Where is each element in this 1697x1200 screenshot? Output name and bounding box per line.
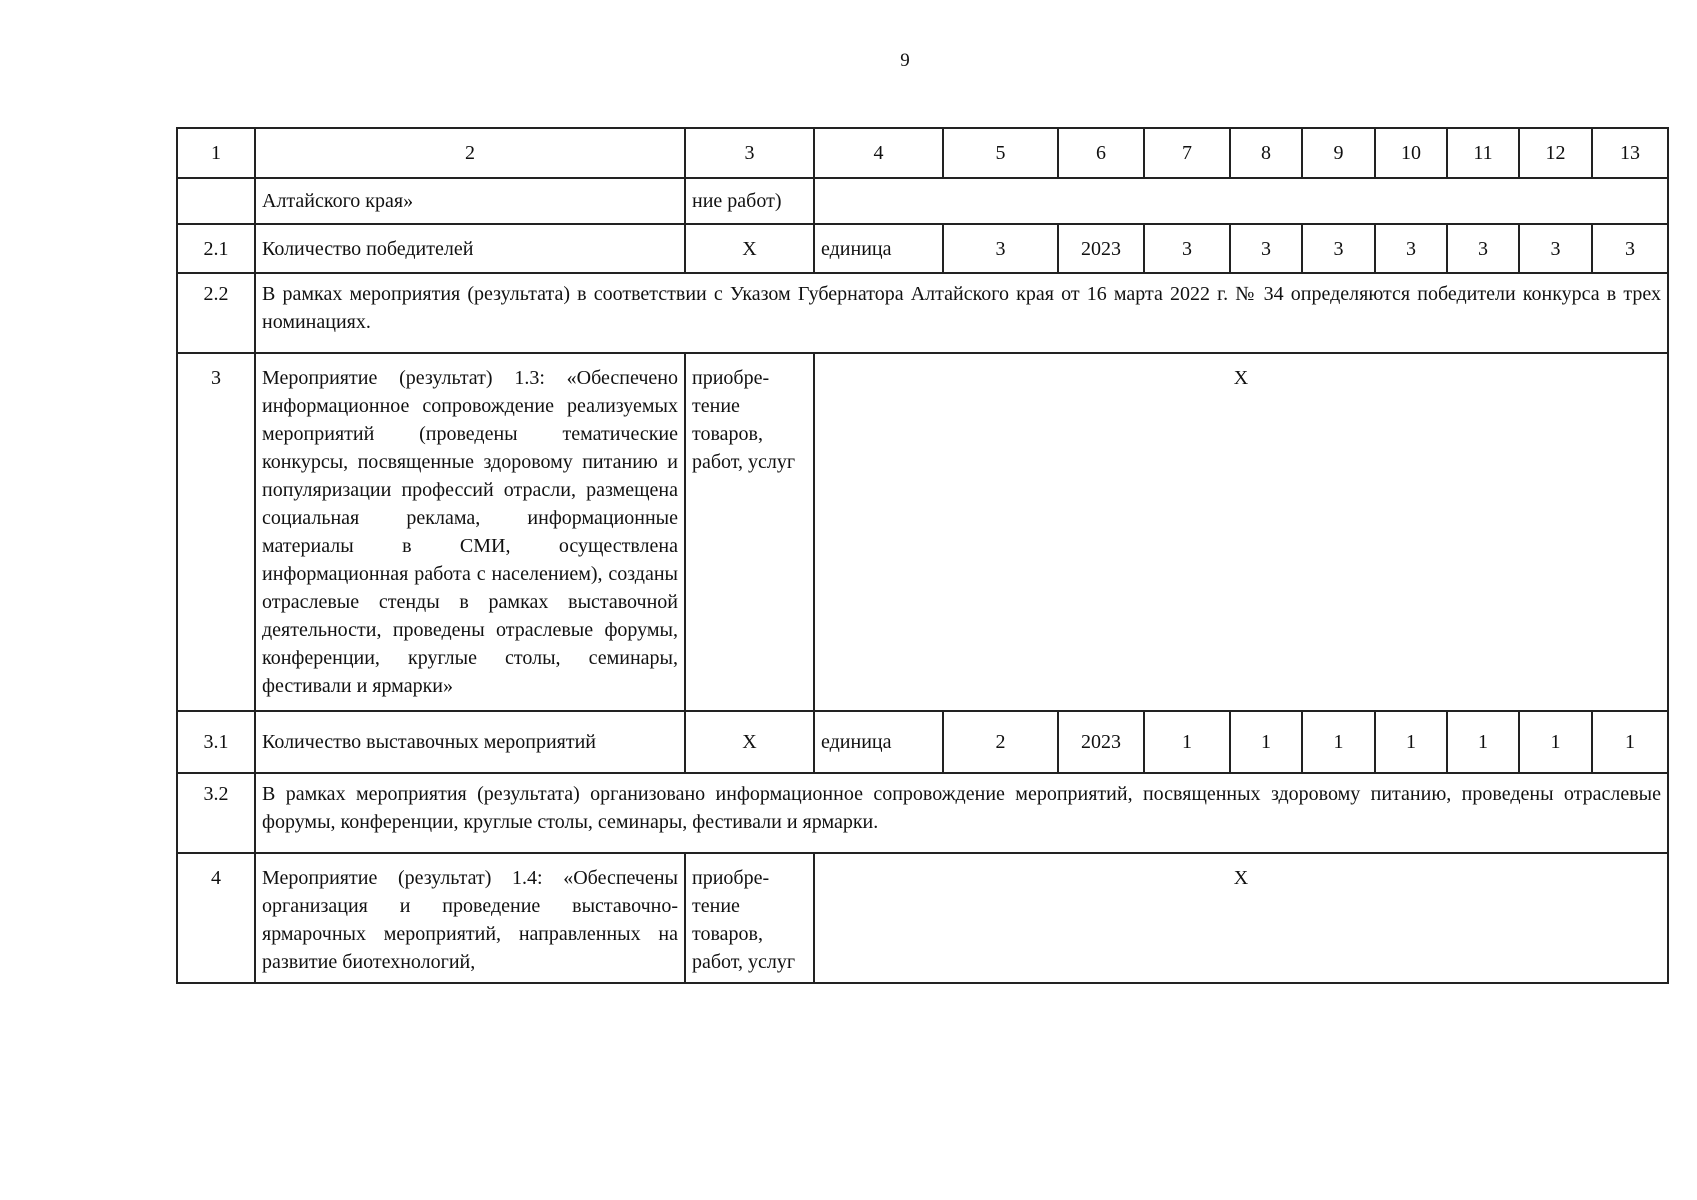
event-name-cell: Мероприятие (результат) 1.4: «Обеспечены организация и проведение выставочно-ярмарочных мероприятий, направленных на развитие биотехнологий, bbox=[255, 853, 685, 983]
value-cell: 1 bbox=[1375, 711, 1447, 773]
header-cell: 3 bbox=[685, 128, 814, 178]
data-table bbox=[176, 127, 1669, 984]
type-cell: ние работ) bbox=[685, 178, 814, 224]
name-cell: Алтайского края» bbox=[255, 178, 685, 224]
unit-cell: единица bbox=[814, 224, 943, 273]
table-row-continuation bbox=[177, 178, 1668, 224]
table-row-3 bbox=[177, 353, 1668, 711]
row-number-cell: 2.2 bbox=[177, 273, 255, 353]
type-cell: X bbox=[685, 711, 814, 773]
header-cell: 8 bbox=[1230, 128, 1302, 178]
header-cell: 13 bbox=[1592, 128, 1668, 178]
value-cell: 3 bbox=[1302, 224, 1375, 273]
value-cell: 3 bbox=[1375, 224, 1447, 273]
header-cell: 12 bbox=[1519, 128, 1592, 178]
name-cell: Количество победителей bbox=[255, 224, 685, 273]
row-number-cell: 3.1 bbox=[177, 711, 255, 773]
header-cell: 10 bbox=[1375, 128, 1447, 178]
name-cell: Количество выставочных мероприятий bbox=[255, 711, 685, 773]
value-cell: 1 bbox=[1230, 711, 1302, 773]
type-cell: X bbox=[685, 224, 814, 273]
header-cell: 1 bbox=[177, 128, 255, 178]
mark-cell: X bbox=[814, 353, 1668, 711]
table-row-3-2 bbox=[177, 773, 1668, 853]
header-cell: 11 bbox=[1447, 128, 1519, 178]
row-number-cell bbox=[177, 178, 255, 224]
value-cell: 3 bbox=[1230, 224, 1302, 273]
empty-cell bbox=[814, 178, 1668, 224]
mark-cell: X bbox=[814, 853, 1668, 983]
row-number-cell: 2.1 bbox=[177, 224, 255, 273]
base-year-cell: 2023 bbox=[1058, 711, 1144, 773]
page-number: 9 bbox=[900, 50, 910, 71]
type-cell: приобре- тение товаров, работ, услуг bbox=[685, 853, 814, 983]
row-number-cell: 3 bbox=[177, 353, 255, 711]
value-cell: 3 bbox=[1447, 224, 1519, 273]
row-number-cell: 3.2 bbox=[177, 773, 255, 853]
base-value-cell: 2 bbox=[943, 711, 1058, 773]
value-cell: 1 bbox=[1302, 711, 1375, 773]
type-cell: приобре- тение товаров, работ, услуг bbox=[685, 353, 814, 711]
header-row bbox=[177, 128, 1668, 178]
header-cell: 6 bbox=[1058, 128, 1144, 178]
table-row-2-2 bbox=[177, 273, 1668, 353]
table-row-3-1 bbox=[177, 711, 1668, 773]
value-cell: 3 bbox=[1144, 224, 1230, 273]
unit-cell: единица bbox=[814, 711, 943, 773]
header-cell: 7 bbox=[1144, 128, 1230, 178]
value-cell: 3 bbox=[1592, 224, 1668, 273]
description-cell: В рамках мероприятия (результата) организовано информационное сопровождение мероприятий, посвященных здоровому питанию, проведены отраслевые форумы, конференции, круглые столы, семинары, фестивали и ярмарки. bbox=[255, 773, 1668, 853]
base-value-cell: 3 bbox=[943, 224, 1058, 273]
header-cell: 4 bbox=[814, 128, 943, 178]
table-row-4 bbox=[177, 853, 1668, 983]
row-number-cell: 4 bbox=[177, 853, 255, 983]
value-cell: 3 bbox=[1519, 224, 1592, 273]
header-cell: 2 bbox=[255, 128, 685, 178]
value-cell: 1 bbox=[1592, 711, 1668, 773]
header-cell: 9 bbox=[1302, 128, 1375, 178]
table-row-2-1 bbox=[177, 224, 1668, 273]
base-year-cell: 2023 bbox=[1058, 224, 1144, 273]
event-name-cell: Мероприятие (результат) 1.3: «Обеспечено информационное сопровождение реализуемых мероприятий (проведены тематические конкурсы, посвященные здоровому питанию и популяризации профессий отрасли, размещена социальная реклама, информационные материалы в СМИ, осуществлена информационная работа с населением), созданы отраслевые стенды в рамках выставочной деятельности, проведены отраслевые форумы, конференции, круглые столы, семинары, фестивали и ярмарки» bbox=[255, 353, 685, 711]
value-cell: 1 bbox=[1519, 711, 1592, 773]
value-cell: 1 bbox=[1447, 711, 1519, 773]
header-cell: 5 bbox=[943, 128, 1058, 178]
description-cell: В рамках мероприятия (результата) в соответствии с Указом Губернатора Алтайского края от 16 марта 2022 г. № 34 определяются победители конкурса в трех номинациях. bbox=[255, 273, 1668, 353]
value-cell: 1 bbox=[1144, 711, 1230, 773]
